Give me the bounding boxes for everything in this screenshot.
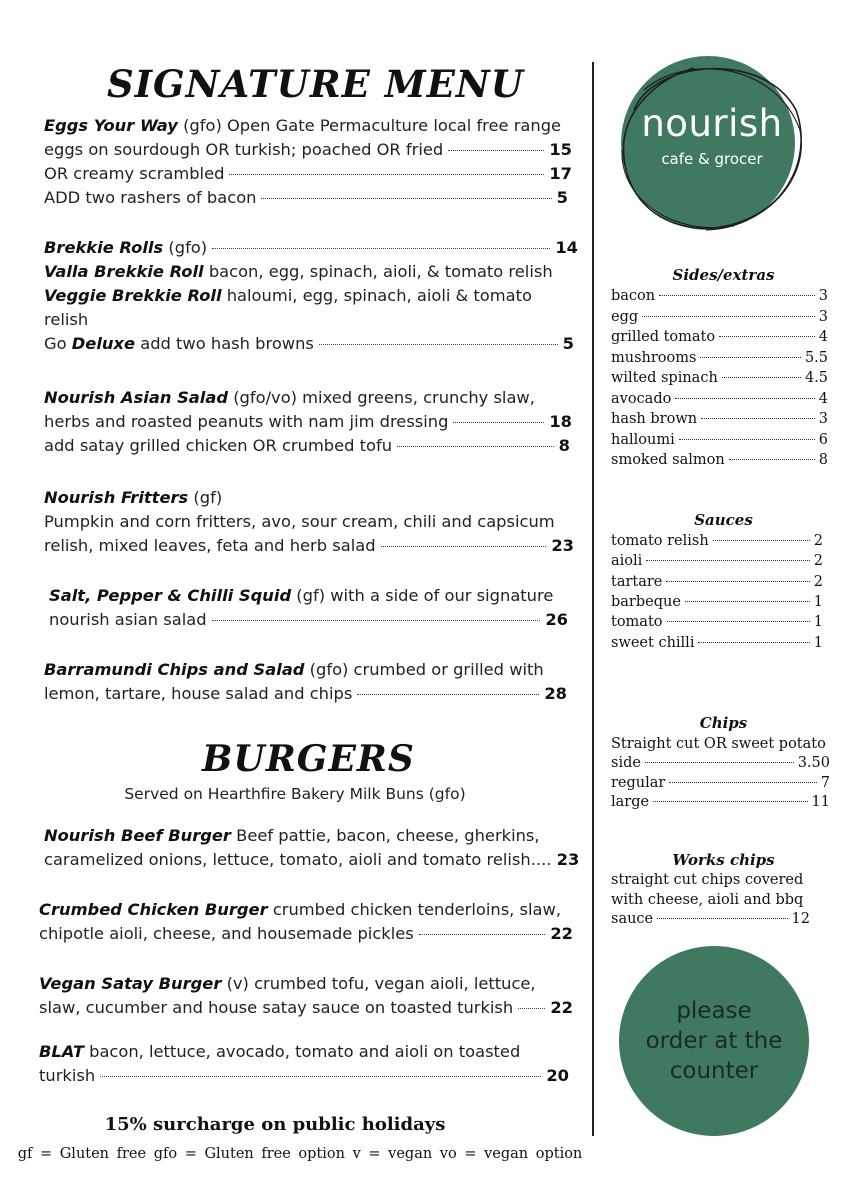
works-chips-desc: straight cut chips covered bbox=[611, 872, 804, 888]
item-name: Valla Brekkie Roll bbox=[44, 262, 204, 281]
row-label: sweet chilli bbox=[611, 634, 695, 651]
item-price: 18 bbox=[549, 412, 572, 431]
row-label: wilted spinach bbox=[611, 370, 718, 386]
item-desc: chipotle aioli, cheese, and housemade pickles bbox=[39, 924, 414, 943]
price-row bbox=[611, 348, 828, 368]
item-desc: bacon, egg, spinach, aioli, & tomato relish bbox=[203, 262, 553, 281]
row-label: avocado bbox=[611, 390, 672, 407]
item-price: 17 bbox=[549, 164, 572, 183]
price-row bbox=[611, 572, 823, 592]
price-row bbox=[611, 633, 823, 653]
chips-heading: Chips bbox=[699, 714, 748, 732]
item-desc: (gfo/vo) mixed greens, crunchy slaw, bbox=[228, 388, 535, 407]
item-price: 23 bbox=[556, 850, 580, 869]
order-at-counter-text: please order at the counter bbox=[645, 998, 783, 1084]
row-price: 8 bbox=[818, 452, 828, 468]
price-row bbox=[611, 327, 828, 347]
item-name: Nourish Beef Burger bbox=[44, 826, 231, 845]
menu-page: SIGNATURE MENU Eggs Your Way (gfo) Open Gate Permaculture local free range eggs on sourdough OR turkish; poached OR fried 15 OR creamy scrambled 17 ADD two rashers of bacon 5 Brekkie Rolls (gfo) 14 Valla Brekkie Roll bacon, egg, spinach, aioli, & tomato relish Veggie Brekkie Roll haloumi, egg, spinach, aioli & tomato relish Go Deluxe add two hash browns 5 Nourish Asian Salad (gfo/vo) mixed greens, crunchy slaw, herbs and roasted peanuts with nam jim dressing 18 add satay grilled chicken OR crumbed tofu 8 Nourish Fritters (gf) Pumpkin and corn fritters, avo, sour cream, chili and capsicum relish, mixed leaves, feta and herb salad 23 Salt, Pepper & Chilli Squid (gf) with a side of our signature nourish asian salad 26 Barramundi Chips and Salad (gfo) crumbed or grilled with lemon, tartare, house salad and chips 28 BURGERS Served on Hearthfire Bakery Milk Buns (gfo) Nourish Beef Burger Beef pattie, bacon, cheese, gherkins, caramelized onions, lettuce, tomato, aioli and tomato relish.... 23 Crumbed Chicken Burger crumbed chicken tenderloins, slaw, chipotle aioli, cheese, and housemade pickles 22 Vegan Satay Burger (v) crumbed tofu, vegan aioli, lettuce, slaw, cucumber and house satay sauce on toasted turkish 22 BLAT bacon, lettuce, avocado, tomato and aioli on toasted turkish 20 15% surcharge on public holidays gf = Gluten free gfo = Gluten free option v = vegan vo = vegan option nourish cafe & grocer Sides/extras bacon 3 egg 3 grilled tomato 4 mushrooms 5.5 wilted spinach 4.5 avocado 4 hash brown 3 halloumi 6 smoked salmon 8 Sauces tomato relish 2 aioli 2 tartare 2 barbeque 1 tomato 1 sweet chilli 1 Chips Straight cut OR sweet potato side 3.50 regular 7 large 11 Works chips straight cut chips covered with cheese, aioli and bbq sauce 12 please order at the counter bbox=[0, 0, 849, 1200]
item-desc: OR creamy scrambled bbox=[44, 164, 225, 183]
row-label: tartare bbox=[611, 573, 663, 590]
price-row bbox=[611, 450, 828, 470]
row-label: mushrooms bbox=[611, 349, 697, 366]
price-row bbox=[611, 531, 823, 551]
sides-heading: Sides/extras bbox=[672, 266, 775, 284]
price-row bbox=[611, 612, 823, 632]
row-label: tomato relish bbox=[611, 533, 709, 549]
row-label: barbeque bbox=[611, 593, 681, 610]
row-label: tomato bbox=[611, 614, 663, 631]
logo-wordmark: nourish bbox=[641, 102, 783, 145]
row-price: 4 bbox=[818, 329, 828, 345]
item-desc: turkish bbox=[39, 1066, 96, 1085]
item-desc: (gfo) crumbed or grilled with bbox=[304, 660, 544, 679]
item-desc: Beef pattie, bacon, cheese, gherkins, bbox=[230, 826, 540, 845]
row-price: 1 bbox=[813, 634, 823, 651]
item-desc: nourish asian salad bbox=[49, 610, 207, 629]
chips-description: Straight cut OR sweet potato bbox=[611, 736, 826, 752]
item-desc: (gf) with a side of our signature bbox=[291, 586, 554, 605]
row-label: smoked salmon bbox=[611, 452, 725, 468]
item-desc: relish, mixed leaves, feta and herb salad bbox=[44, 536, 376, 555]
row-label: side bbox=[611, 755, 641, 771]
row-price: 4 bbox=[818, 390, 828, 407]
price-row bbox=[611, 773, 830, 793]
item-price: 14 bbox=[555, 238, 578, 257]
item-desc: relish bbox=[44, 310, 89, 329]
works-chips-price: 12 bbox=[791, 911, 810, 927]
item-desc: eggs on sourdough OR turkish; poached OR fried bbox=[44, 140, 444, 159]
order-at-counter-badge bbox=[619, 946, 809, 1136]
item-desc: Pumpkin and corn fritters, avo, sour cream, chili and capsicum bbox=[44, 512, 555, 531]
item-desc: caramelized onions, lettuce, tomato, aioli and tomato relish.... bbox=[44, 850, 552, 869]
item-name: Salt, Pepper & Chilli Squid bbox=[49, 586, 292, 605]
row-price: 3.50 bbox=[797, 755, 830, 771]
item-name: Crumbed Chicken Burger bbox=[39, 900, 268, 919]
item-price: 23 bbox=[551, 536, 574, 555]
item-desc: slaw, cucumber and house satay sauce on toasted turkish bbox=[39, 998, 514, 1017]
item-desc: add two hash browns bbox=[135, 334, 314, 353]
logo-tagline: cafe & grocer bbox=[661, 150, 763, 168]
item-desc: ADD two rashers of bacon bbox=[44, 188, 257, 207]
item-desc: (gfo) bbox=[163, 238, 208, 257]
works-chips-heading: Works chips bbox=[672, 851, 775, 869]
dietary-legend: gf = Gluten free gfo = Gluten free option v = vegan vo = vegan option bbox=[17, 1146, 583, 1162]
price-row bbox=[611, 792, 830, 812]
item-price: 22 bbox=[550, 998, 573, 1017]
row-label: hash brown bbox=[611, 411, 698, 427]
item-name: BLAT bbox=[39, 1042, 84, 1061]
burgers-heading: BURGERS bbox=[202, 738, 415, 780]
row-label: large bbox=[611, 794, 650, 810]
works-chips-desc: sauce bbox=[611, 911, 654, 927]
sauces-heading: Sauces bbox=[694, 511, 753, 529]
price-row bbox=[611, 368, 828, 388]
price-row bbox=[611, 389, 828, 409]
item-price: 8 bbox=[558, 436, 570, 455]
item-price: 22 bbox=[550, 924, 573, 943]
works-chips-desc: with cheese, aioli and bbq bbox=[611, 892, 804, 908]
row-price: 2 bbox=[813, 533, 823, 549]
item-name: Barramundi Chips and Salad bbox=[44, 660, 305, 679]
item-price: 26 bbox=[545, 610, 568, 629]
item-name: Eggs Your Way bbox=[44, 116, 178, 135]
row-price: 1 bbox=[813, 614, 823, 631]
row-label: regular bbox=[611, 774, 666, 791]
surcharge-notice: 15% surcharge on public holidays bbox=[104, 1114, 446, 1135]
price-row bbox=[611, 286, 828, 306]
row-price: 2 bbox=[813, 573, 823, 590]
item-desc: crumbed chicken tenderloins, slaw, bbox=[267, 900, 562, 919]
row-price: 4.5 bbox=[804, 370, 828, 386]
price-row bbox=[611, 551, 823, 571]
works-chips-price-row bbox=[611, 909, 810, 929]
item-price: 5 bbox=[562, 334, 574, 353]
price-row bbox=[611, 409, 828, 429]
burgers-subheading: Served on Hearthfire Bakery Milk Buns (gfo) bbox=[124, 785, 466, 803]
item-name: Brekkie Rolls bbox=[44, 238, 164, 257]
item-desc: lemon, tartare, house salad and chips bbox=[44, 684, 353, 703]
item-price: 5 bbox=[556, 188, 568, 207]
item-desc: (gf) bbox=[188, 488, 223, 507]
row-label: halloumi bbox=[611, 431, 675, 448]
price-row bbox=[611, 430, 828, 450]
nourish-logo bbox=[614, 50, 810, 235]
row-price: 1 bbox=[813, 593, 823, 610]
item-desc: herbs and roasted peanuts with nam jim dressing bbox=[44, 412, 449, 431]
item-name: Deluxe bbox=[71, 334, 136, 353]
item-price: 15 bbox=[549, 140, 572, 159]
row-label: bacon bbox=[611, 288, 656, 304]
item-desc: add satay grilled chicken OR crumbed tofu bbox=[44, 436, 393, 455]
row-price: 11 bbox=[811, 794, 830, 810]
item-desc: haloumi, egg, spinach, aioli & tomato bbox=[221, 286, 532, 305]
signature-menu-heading: SIGNATURE MENU bbox=[107, 62, 525, 106]
row-price: 3 bbox=[818, 308, 828, 325]
price-row bbox=[611, 753, 830, 773]
row-price: 5.5 bbox=[804, 349, 828, 366]
item-name: Nourish Asian Salad bbox=[44, 388, 229, 407]
row-price: 3 bbox=[818, 411, 828, 427]
row-label: aioli bbox=[611, 553, 643, 570]
item-desc: (gfo) Open Gate Permaculture local free range bbox=[177, 116, 562, 135]
row-price: 3 bbox=[818, 288, 828, 304]
row-price: 2 bbox=[813, 553, 823, 570]
item-price: 28 bbox=[544, 684, 567, 703]
item-desc: (v) crumbed tofu, vegan aioli, lettuce, bbox=[221, 974, 536, 993]
item-name: Vegan Satay Burger bbox=[39, 974, 222, 993]
row-label: grilled tomato bbox=[611, 329, 716, 345]
column-divider bbox=[592, 62, 594, 1136]
item-price: 20 bbox=[546, 1066, 569, 1085]
item-desc: bacon, lettuce, avocado, tomato and aioli on toasted bbox=[83, 1042, 521, 1061]
row-price: 7 bbox=[820, 774, 830, 791]
item-name: Veggie Brekkie Roll bbox=[44, 286, 222, 305]
price-row bbox=[611, 592, 823, 612]
price-row bbox=[611, 307, 828, 327]
row-label: egg bbox=[611, 308, 639, 325]
item-name: Nourish Fritters bbox=[44, 488, 189, 507]
row-price: 6 bbox=[818, 431, 828, 448]
